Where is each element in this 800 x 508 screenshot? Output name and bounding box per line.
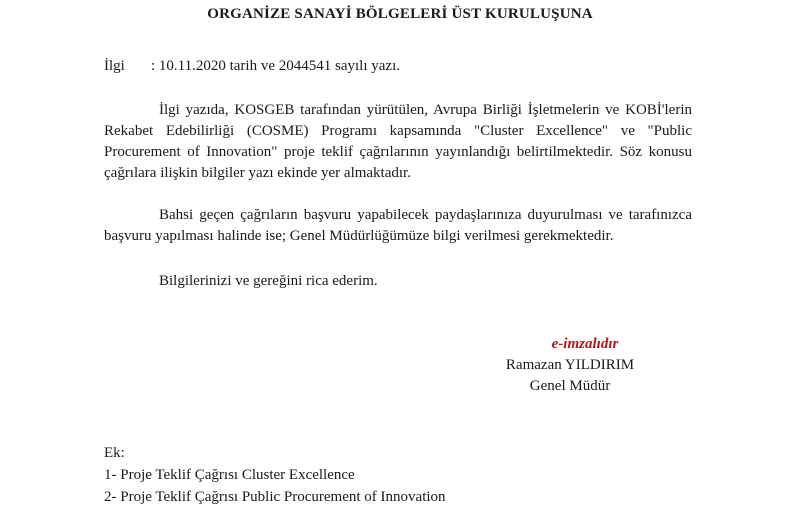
document-title: ORGANİZE SANAYİ BÖLGELERİ ÜST KURULUŞUNA bbox=[207, 6, 593, 22]
reference-label: İlgi bbox=[104, 58, 125, 74]
signature-block bbox=[480, 334, 660, 397]
paragraph-3 bbox=[159, 271, 559, 292]
reference-text: : 10.11.2020 tarih ve 2044541 sayılı yazı. bbox=[151, 58, 400, 74]
paragraph-1-text: İlgi yazıda, KOSGEB tarafından yürütülen, Avrupa Birliği İşletmelerin ve KOBİ'lerin Rekabet Edebilirliği (COSME) Programı kapsamında "Cluster Excellence" ve "Public Procurement of Innovation" proje teklif çağrılarının yayınlandığı belirtilmektedir. Söz konusu çağrılara ilişkin bilgiler yazı ekinde yer almaktadır. bbox=[104, 102, 692, 181]
paragraph-2-text: Bahsi geçen çağrıların başvuru yapabilecek paydaşlarınıza duyurulması ve tarafınızca başvuru yapılması halinde ise; Genel Müdürlüğümüze bilgi verilmesi gerekmektedir. bbox=[104, 207, 692, 244]
paragraph-2 bbox=[104, 205, 692, 247]
reference-line bbox=[104, 58, 400, 75]
e-signature-status: e-imzalıdır bbox=[551, 336, 619, 352]
attachment-item-2: 2- Proje Teklif Çağrısı Public Procurement of Innovation bbox=[104, 489, 446, 505]
paragraph-1 bbox=[104, 100, 692, 184]
paragraph-3-text: Bilgilerinizi ve gereğini rica ederim. bbox=[159, 273, 378, 289]
signatory-position: Genel Müdür bbox=[529, 378, 611, 394]
signatory-name: Ramazan YILDIRIM bbox=[505, 357, 635, 373]
attachments-block bbox=[104, 442, 446, 505]
attachments-label: Ek: bbox=[104, 445, 125, 461]
attachment-item-1: 1- Proje Teklif Çağrısı Cluster Excellence bbox=[104, 467, 355, 483]
